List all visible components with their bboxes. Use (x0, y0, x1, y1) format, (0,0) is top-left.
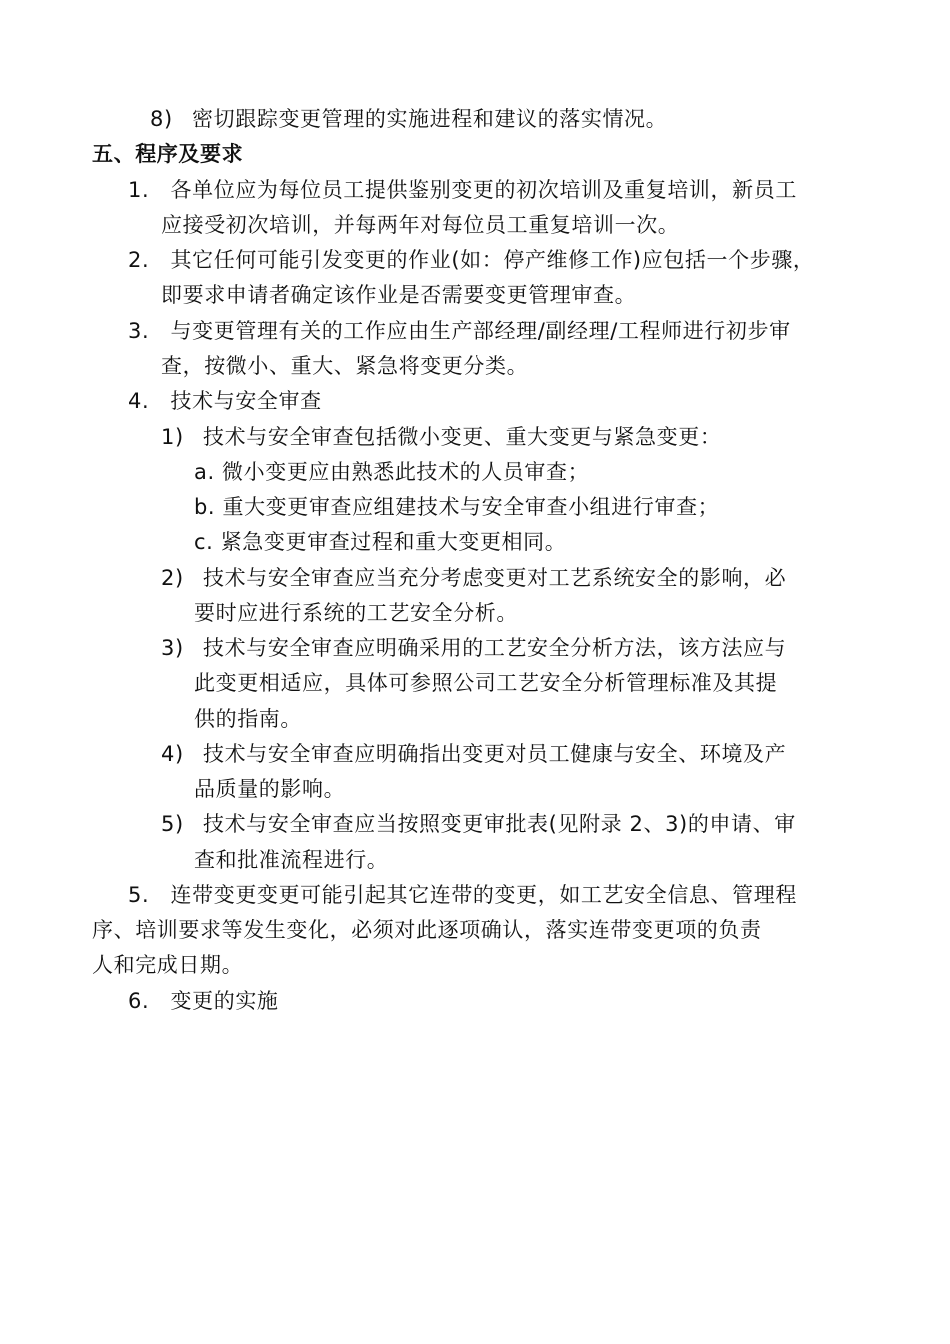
sub-item-1-a: a. 微小变更应由熟悉此技术的人员审查； (194, 460, 590, 484)
item-text: 技术与安全审查应明确采用的工艺安全分析方法，该方法应与 (203, 636, 787, 660)
sub-item-2-line-2: 要时应进行系统的工艺安全分析。 (194, 601, 518, 625)
list-item-5-line-1 (128, 880, 797, 910)
item-number: 1) (161, 425, 184, 449)
sub-item-1 (161, 422, 721, 452)
sub-item-4-line-2: 品质量的影响。 (194, 777, 346, 801)
sub-item-5-line-2: 查和批准流程进行。 (194, 848, 389, 872)
item-number: 5) (161, 812, 184, 836)
list-item-3-line-2: 查，按微小、重大、紧急将变更分类。 (161, 354, 529, 378)
sub-item-3-line-1 (161, 633, 786, 663)
list-item-1-line-2: 应接受初次培训，并每两年对每位员工重复培训一次。 (161, 213, 680, 237)
item-text: 变更的实施 (170, 989, 279, 1013)
item-text: 技术与安全审查应当充分考虑变更对工艺系统安全的影响，必 (203, 566, 787, 590)
sub-item-4-line-1 (161, 739, 786, 769)
sub-item-1-b: b. 重大变更审查应组建技术与安全审查小组进行审查； (194, 495, 720, 519)
item-text: 技术与安全审查应明确指出变更对员工健康与安全、环境及产 (203, 742, 787, 766)
item-number: 3. (128, 319, 150, 343)
list-item-6 (128, 986, 279, 1016)
item-number: 2. (128, 248, 150, 272)
item-text: 与变更管理有关的工作应由生产部经理/副经理/工程师进行初步审 (170, 319, 791, 343)
item-number: 1. (128, 178, 150, 202)
list-item-8 (150, 104, 667, 134)
list-item-3-line-1 (128, 316, 791, 346)
list-item-1-line-1 (128, 175, 797, 205)
list-item-5-line-3: 人和完成日期。 (92, 953, 244, 977)
item-text: 技术与安全审查包括微小变更、重大变更与紧急变更： (203, 425, 722, 449)
list-item-5-line-2: 序、培训要求等发生变化，必须对此逐项确认，落实连带变更项的负责 (92, 918, 762, 942)
section-heading: 五、程序及要求 (92, 142, 244, 166)
item-number: 4) (161, 742, 184, 766)
item-text: 技术与安全审查 (170, 389, 322, 413)
sub-item-2-line-1 (161, 563, 786, 593)
list-item-2-line-2: 即要求申请者确定该作业是否需要变更管理审查。 (161, 283, 637, 307)
sub-item-3-line-2: 此变更相适应，具体可参照公司工艺安全分析管理标准及其提 (194, 671, 778, 695)
list-item-4 (128, 386, 322, 416)
item-number: 2) (161, 566, 184, 590)
item-number: 8) (150, 107, 173, 131)
item-text: 密切跟踪变更管理的实施进程和建议的落实情况。 (192, 107, 668, 131)
sub-item-1-c: c. 紧急变更审查过程和重大变更相同。 (194, 530, 567, 554)
sub-item-5-line-1 (161, 809, 796, 839)
item-number: 3) (161, 636, 184, 660)
item-text: 技术与安全审查应当按照变更审批表(见附录 2、3)的申请、审 (203, 812, 796, 836)
item-number: 4. (128, 389, 150, 413)
item-text: 各单位应为每位员工提供鉴别变更的初次培训及重复培训，新员工 (170, 178, 797, 202)
sub-item-3-line-3: 供的指南。 (194, 707, 302, 731)
item-number: 5. (128, 883, 150, 907)
list-item-2-line-1 (128, 245, 815, 275)
item-text: 其它任何可能引发变更的作业(如：停产维修工作)应包括一个步骤， (170, 248, 815, 272)
item-number: 6. (128, 989, 150, 1013)
item-text: 连带变更变更可能引起其它连带的变更，如工艺安全信息、管理程 (170, 883, 797, 907)
